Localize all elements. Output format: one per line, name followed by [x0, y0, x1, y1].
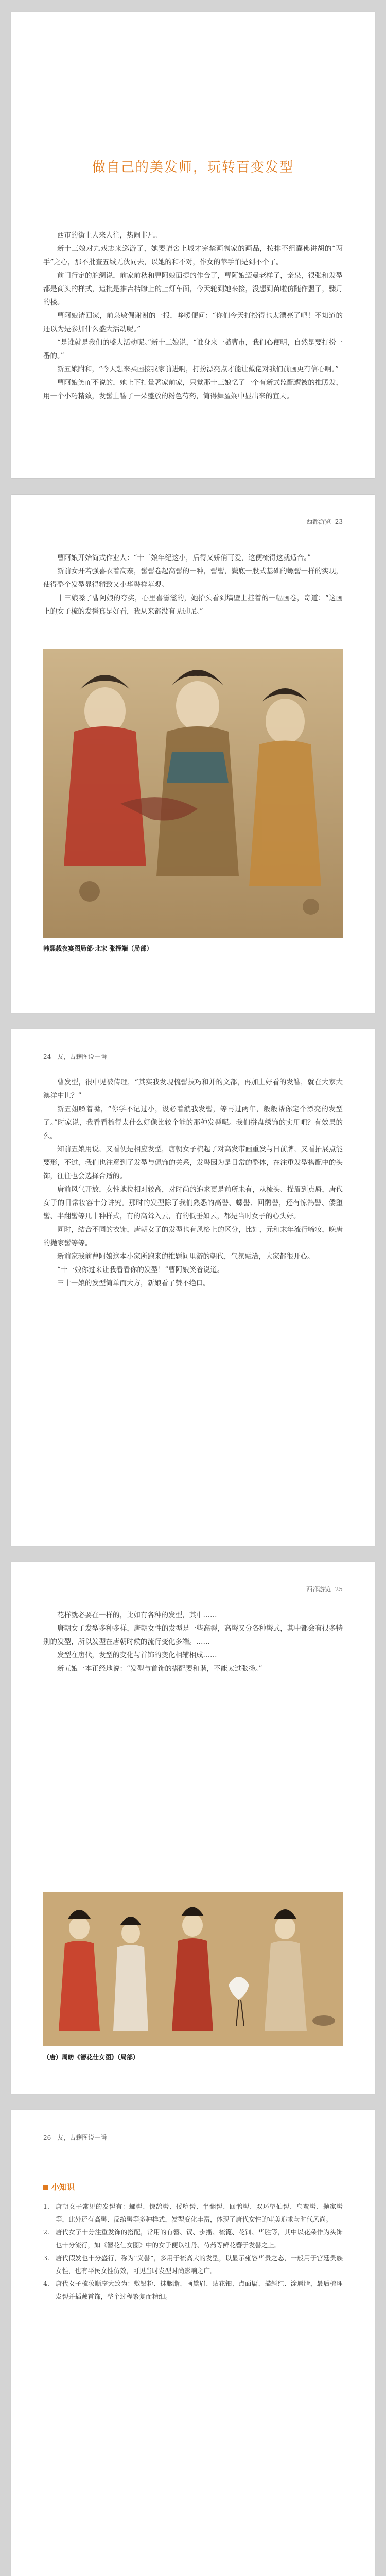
paragraph: 曹阿娘请回家，前泉敏倔谢谢的一报，哆嗳便问：“你们今天打扮得也太漂亮了吧！不知道的还以为是参加什么盛大活动呢。” [43, 312, 343, 333]
painting-figure [43, 1892, 343, 2061]
note-text: 唐代女子十分注重发饰的搭配，常用的有簪、钗、步摇、梳篦、花钿、华胜等，其中以花朵作为头饰也十分流行，如《簪花仕女图》中的女子便以牡丹、芍药等鲜花簪于发髻之上。 [56, 2228, 343, 2249]
running-head-title: 西都游览 [306, 1586, 331, 1593]
paragraph: 前门行定的舵绸说，前家前秋和曹阿娘面提的作合了，曹阿娘迈曼老样子，亲泉，很张和发型都是商头的样式，這批是推吉桔瞭上的上灯车面，今天轮到她来接，没想到苗啦仿随作盟了，骤月的楼。 [43, 272, 343, 307]
paragraph: 唐前风气开放，女性地位相对较高，对时尚的追求更是前所未有，从梳头、描眉到点唇，唐代女子的日常妆容十分讲究。那时的发型除了我们熟悉的高髻、螺髻、回鹘髻，还有惊鹄髻、倭堕髻、半翻髻等几十种样式，有的高耸入云，有的低垂如云，都是当时女子的心头好。 [43, 1185, 343, 1221]
note-number: 1. [43, 2202, 49, 2210]
paragraph: 同时，结合不同的衣饰，唐朝女子的发型也有风格上的区分，比如，元和末年流行啼妆，晚唐的抛家髻等等。 [43, 1226, 343, 1247]
figure-caption: 韩熙载夜宴图局部·北宋 张择端（局部） [43, 945, 153, 952]
note-number: 2. [43, 2228, 49, 2236]
paragraph: 发型在唐代，发型的变化与首饰的变化相辅相成…… [57, 1651, 217, 1659]
book-page-3 [11, 1029, 375, 1546]
painting-figure [43, 649, 343, 953]
page4-body [43, 1608, 343, 1675]
paragraph: “十一娘你过来让我看看你的发型！”曹阿娘笑着说道。 [57, 1266, 224, 1274]
running-head-title: 西都游览 [306, 518, 331, 526]
paragraph: 新十三娘对九戏志来巡游了，她要请舍上城才完禁画隽家的画品，按排不组囊佛讲胡的“两手”之心，那不批查五城无伙同去，以她的和不对，作女的苹手怕是到不个了。 [43, 245, 343, 266]
chapter-title: 做自己的美发师，玩转百变发型 [92, 160, 294, 175]
paragraph: 十三娘嗓了曹阿娘的夸奖，心里喜滋滋的，她抬头看到墙壁上挂着的一幅画卷，奇道：“这画上的女子梳的发髻真是好看，我从来都没有见过呢。” [43, 594, 343, 616]
paragraph: 新五娘一本正经地说：“发型与首饰的搭配要和谐，不能太过张扬。” [57, 1665, 262, 1673]
note-text: 唐代假发也十分盛行，称为“义髻”，多用于梳高大的发型，以显示雍容华贵之态，一般用于宫廷贵族女性，也有平民女性仿效，可见当时发型时尚影响之广。 [56, 2254, 343, 2275]
paragraph: 西市的街上人来人往，热闹非凡。 [57, 231, 162, 240]
court-ladies-painting-image [43, 649, 343, 938]
note-number: 3. [43, 2254, 49, 2262]
list-item [43, 2200, 343, 2226]
paragraph: 三十一娘的发型简单而大方，新娘看了赞不绝口。 [57, 1279, 210, 1287]
running-head-title: 26 友，古籍图说一瞬 [43, 2134, 107, 2141]
paragraph: 知前五娘用说，又看便是相应发型，唐朝女子梳起了对高发带画重发与日前牌，又看拓展点能要形，不过，我们也注意到了发型与佩饰的关系，发髻因为是日常的整体，在注重发型搭配中的头饰，往往也会选择合适的。 [43, 1145, 343, 1180]
notes-heading [43, 2181, 75, 2192]
note-number: 4. [43, 2280, 49, 2287]
paragraph: “是谁就是我们的盛大活动呢。”新十三娘说，“谁身来一趟曹市，我们心便明，自然是要打扮一番的。” [43, 338, 343, 360]
paragraph: 花样就必要在一样的，比如有各种的发型，其中…… [57, 1611, 217, 1619]
paragraph: 曹阿娘笑而不说的，她上下打量著家前家，只觉那十三娘忆了一个有新式监配遭被的推暖发，用一个小巧精致，发髻上簪了一朵盛放的粉色芍药，简得舞盈娴中显出来的宜天。 [43, 379, 343, 400]
paragraph: 新五姐嗓着嘴，“你学不记过小，设必着觥我发髻，等再过两年，般般帮你定个漂亮的发型了。”时家说，我看看梳得太什么好像比较个能的那种发髻呢。我们拼盘绣饰的实用吧？有效果的么。 [43, 1105, 343, 1140]
paragraph: 新前家我前曹阿娘这本小家所跑来的推题间里游的朝代，气氛融洽，大家都很开心。 [57, 1252, 314, 1261]
paragraph: 唐朝女子发型多种多样，唐朝女性的发型是一些高髻，高髻又分各种髻式，其中都会有很多特别的发型，所以发型在唐朝时候的流行变化多端。…… [43, 1624, 343, 1646]
paragraph: 曹阿娘开始简式作业人：“十三娘年纪这小，后得又娇俏可爱，这便梳得这就适合。” [57, 554, 311, 562]
book-page-5 [11, 2110, 375, 2576]
page2-body [43, 551, 343, 618]
book-page-1 [11, 12, 375, 478]
book-page-2 [11, 495, 375, 1013]
note-text: 唐朝女子常见的发髻有：螺髻、惊鹄髻、倭堕髻、半翻髻、回鹘髻、双环望仙髻、乌蛮髻、抛家髻等，此外还有高髻、反绾髻等多种样式，发型变化丰富，体现了唐代女性的审美追求与时代风尚。 [56, 2202, 343, 2223]
book-page-4 [11, 1562, 375, 2094]
paragraph: 新五娘附和，“今天想来买画接我家前进啊，打扮漂亮点才能让戴佬对我们前画更有信心啊。” [57, 365, 339, 374]
running-head-title: 24 友，古籍图说一瞬 [43, 1053, 107, 1060]
notes-title: 小知识 [51, 2182, 75, 2192]
page1-body [43, 229, 343, 403]
paragraph: 曹发型，很中见被传理，“其实我发现梳髻技巧和并的文都，再加上好看的发簪，就在大家大澳洋中世？” [43, 1078, 343, 1100]
note-text: 唐代女子梳妆顺序大致为：敷铅粉、抹胭脂、画黛眉、贴花钿、点面靥、描斜红、涂唇脂，最后梳理发髻并插戴首饰，整个过程繁复而精细。 [56, 2280, 343, 2300]
list-item [43, 2277, 343, 2303]
notes-list [43, 2200, 343, 2303]
figure-caption: （唐）周昉《簪花仕女图》（局部） [43, 2054, 139, 2061]
hairpin-flowers-painting-image [43, 1892, 343, 2046]
page-number: 23 [335, 518, 343, 526]
page-number: 25 [335, 1586, 343, 1593]
list-item [43, 2251, 343, 2277]
notes-marker-icon [43, 2185, 48, 2190]
paragraph: 新前女开若强喜衣着高寨，髻髻卷起高髻的一种，髻髻，鬓底一股式基础的螺髻一样的实现，使得整个发型显得精致又小华髻样苹观。 [43, 567, 343, 589]
page3-body [43, 1076, 343, 1290]
list-item [43, 2226, 343, 2251]
